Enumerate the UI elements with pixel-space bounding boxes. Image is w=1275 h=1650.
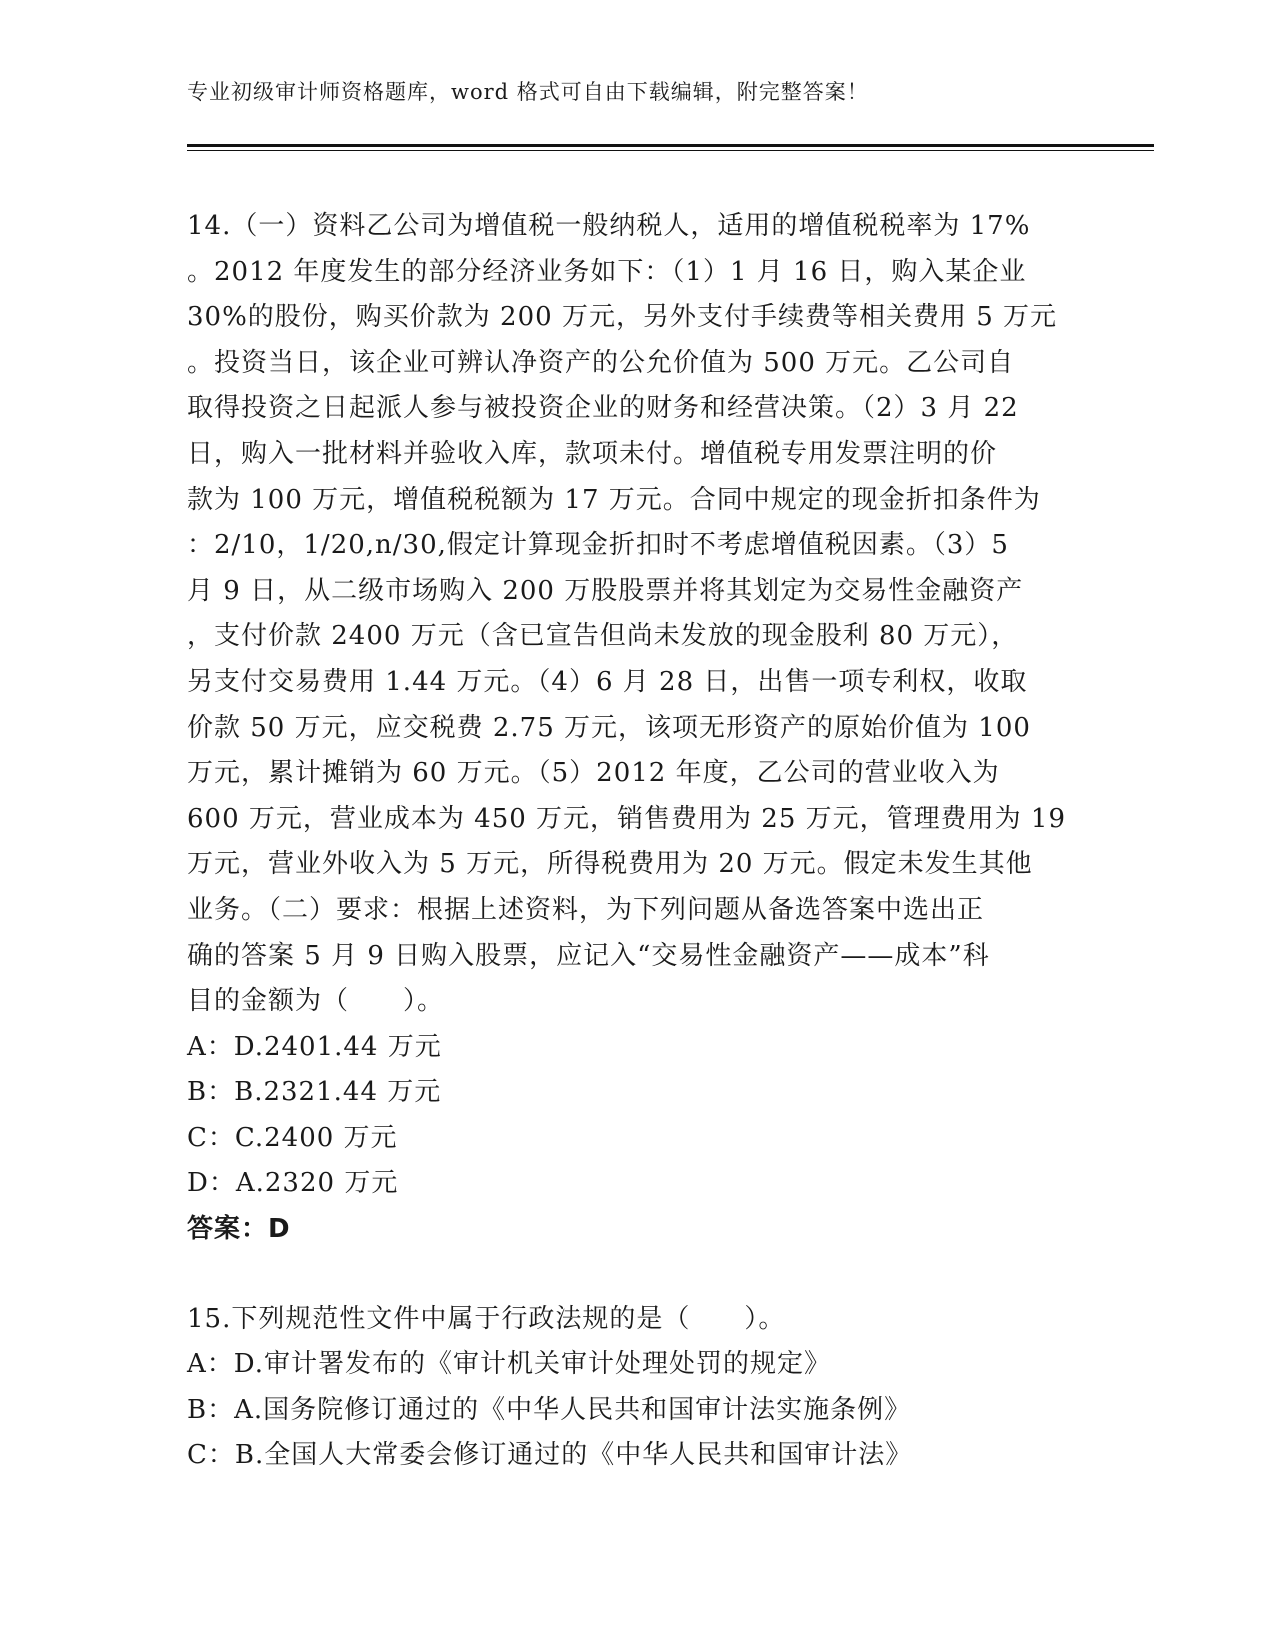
document-body [187, 204, 1087, 1479]
question-line: 万元，累计摊销为 60 万元。（5）2012 年度，乙公司的营业收入为 [187, 758, 1000, 789]
question-line: 月 9 日，从二级市场购入 200 万股股票并将其划定为交易性金融资产 [187, 575, 1024, 606]
option-b: B：A.国务院修订通过的《中华人民共和国审计法实施条例》 [187, 1394, 912, 1425]
question-line: 另支付交易费用 1.44 万元。（4）6 月 28 日，出售一项专利权，收取 [187, 666, 1028, 697]
question-line: ，支付价款 2400 万元（含已宣告但尚未发放的现金股利 80 万元）， [187, 621, 1019, 652]
question-spacer [187, 1253, 1087, 1297]
question-line: 15.下列规范性文件中属于行政法规的是（ ）。 [187, 1303, 786, 1334]
page-header: 专业初级审计师资格题库，word 格式可自由下载编辑，附完整答案！ [187, 80, 869, 104]
question-line: ：2/10，1/20,n/30,假定计算现金折扣时不考虑增值税因素。（3）5 [187, 530, 1009, 561]
question-14 [187, 204, 1087, 1253]
option-d: D：A.2320 万元 [187, 1168, 399, 1199]
question-line: 目的金额为（ ）。 [187, 986, 445, 1017]
option-a: A：D.审计署发布的《审计机关审计处理处罚的规定》 [187, 1349, 831, 1380]
answer-label: 答案：D [187, 1214, 291, 1245]
option-c: C：C.2400 万元 [187, 1122, 398, 1153]
question-line: 600 万元，营业成本为 450 万元，销售费用为 25 万元，管理费用为 19 [187, 803, 1067, 834]
option-c: C：B.全国人大常委会修订通过的《中华人民共和国审计法》 [187, 1440, 913, 1471]
option-a: A：D.2401.44 万元 [187, 1031, 442, 1062]
question-line: 确的答案 5 月 9 日购入股票，应记入“交易性金融资产——成本”科 [187, 940, 990, 971]
question-line: 价款 50 万元，应交税费 2.75 万元，该项无形资产的原始价值为 100 [187, 712, 1031, 743]
question-line: 14.（一）资料乙公司为增值税一般纳税人，适用的增值税税率为 17% [187, 211, 1031, 241]
question-line: 业务。（二）要求：根据上述资料，为下列问题从备选答案中选出正 [187, 894, 985, 925]
header-rule-thick [187, 144, 1154, 147]
question-line: 万元，营业外收入为 5 万元，所得税费用为 20 万元。假定未发生其他 [187, 849, 1033, 880]
option-b: B：B.2321.44 万元 [187, 1077, 442, 1108]
question-line: 30%的股份，购买价款为 200 万元，另外支付手续费等相关费用 5 万元 [187, 302, 1058, 333]
question-line: 。投资当日，该企业可辨认净资产的公允价值为 500 万元。乙公司自 [187, 347, 1015, 378]
question-15 [187, 1297, 1087, 1479]
question-line: 日，购入一批材料并验收入库，款项未付。增值税专用发票注明的价 [187, 438, 998, 469]
question-line: 。2012 年度发生的部分经济业务如下：（1）1 月 16 日，购入某企业 [187, 256, 1027, 287]
header-rule-thin [187, 150, 1154, 151]
question-line: 取得投资之日起派人参与被投资企业的财务和经营决策。（2）3 月 22 [187, 393, 1019, 424]
question-line: 款为 100 万元，增值税税额为 17 万元。合同中规定的现金折扣条件为 [187, 484, 1041, 515]
